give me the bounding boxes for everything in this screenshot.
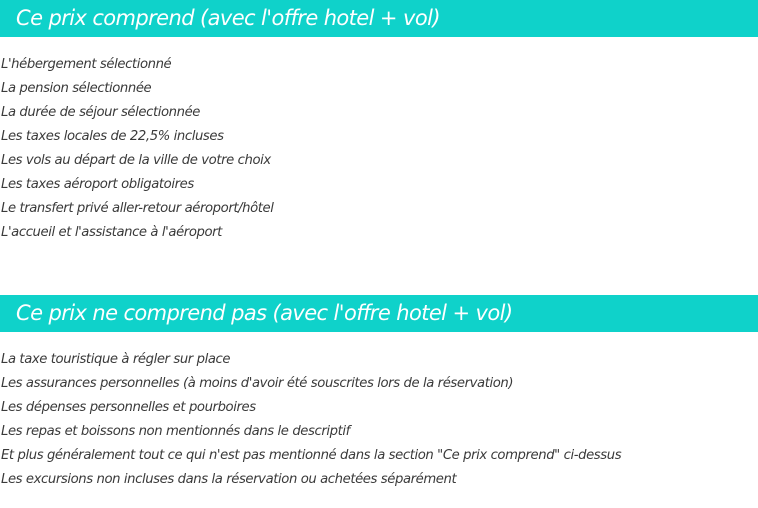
list-item: Les assurances personnelles (à moins d'avoir été souscrites lors de la réservation) xyxy=(1,376,514,391)
list-item: La taxe touristique à régler sur place xyxy=(1,352,231,367)
list-item: Les repas et boissons non mentionnés dans le descriptif xyxy=(1,424,350,439)
list-item: Le transfert privé aller-retour aéroport/hôtel xyxy=(1,201,274,216)
included-section-title: Ce prix comprend (avec l'offre hotel + vol) xyxy=(0,0,758,37)
excluded-items-list xyxy=(1,348,621,492)
excluded-section-title: Ce prix ne comprend pas (avec l'offre hotel + vol) xyxy=(0,295,758,332)
list-item: Les dépenses personnelles et pourboires xyxy=(1,400,256,415)
included-items-list xyxy=(1,53,274,245)
list-item: La durée de séjour sélectionnée xyxy=(1,105,201,120)
list-item: L'hébergement sélectionné xyxy=(1,57,172,72)
list-item: Les vols au départ de la ville de votre choix xyxy=(1,153,271,168)
list-item: Et plus généralement tout ce qui n'est pas mentionné dans la section "Ce prix comprend" ci-dessus xyxy=(1,448,622,463)
list-item: Les excursions non incluses dans la réservation ou achetées séparément xyxy=(1,472,457,487)
list-item: L'accueil et l'assistance à l'aéroport xyxy=(1,225,222,240)
list-item: Les taxes aéroport obligatoires xyxy=(1,177,194,192)
list-item: Les taxes locales de 22,5% incluses xyxy=(1,129,224,144)
list-item: La pension sélectionnée xyxy=(1,81,152,96)
